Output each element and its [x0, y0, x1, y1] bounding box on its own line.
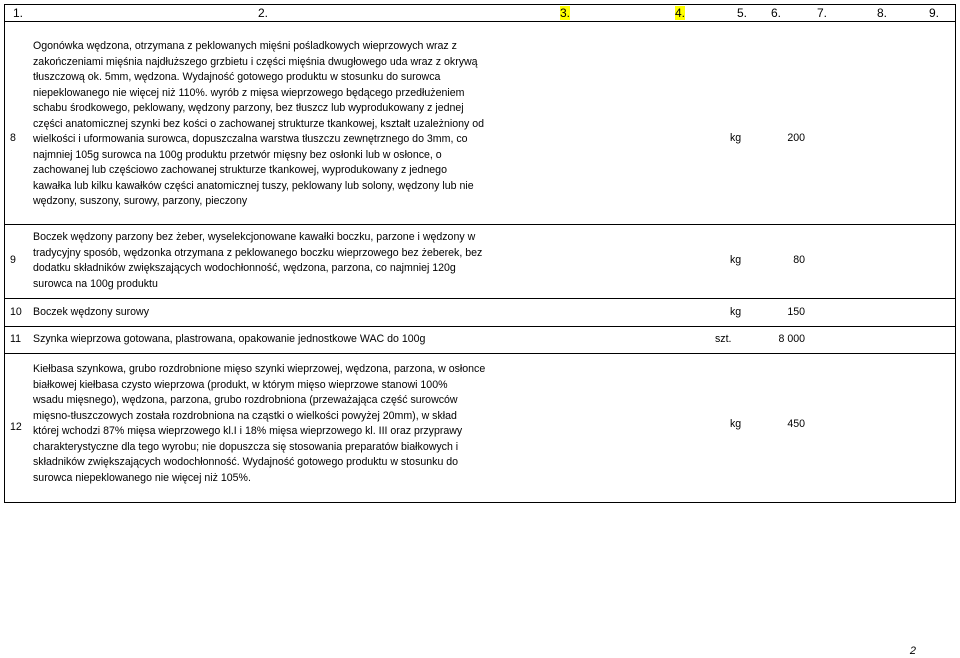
row-number: 8	[10, 132, 16, 144]
header-col-9: 9.	[929, 6, 940, 20]
header-col-1: 1.	[13, 6, 24, 20]
quantity: 80	[793, 254, 805, 266]
page-number: 2	[909, 645, 916, 657]
quantity: 150	[787, 306, 805, 318]
header-col-8: 8.	[877, 6, 888, 20]
table-row	[4, 354, 956, 503]
row-number: 9	[10, 254, 16, 266]
table-row	[4, 299, 956, 327]
product-description: Szynka wieprzowa gotowana, plastrowana, opakowanie jednostkowe WAC do 100g	[33, 333, 426, 345]
header-col-5: 5.	[737, 6, 748, 20]
product-description: Ogonówka wędzona, otrzymana z peklowanych mięśni pośladkowych wieprzowych wraz z zakończeniami mięśnia najdłuższego grzbietu i części mięśnia dwugłowego uda wraz z okrywą tłuszczową ok. 5mm, wędzona. Wydajność gotowego produktu w stosunku do surowca niepeklowanego nie więcej niż 110%. wyrób z mięsa wieprzowego będącego przedłużeniem schabu środkowego, peklowany, wędzony parzony, bez tłuszcz lub wyprodukowany z jednej części anatomicznej szynki bez kości o zachowanej strukturze tkankowej, kształt uzależniony od wielkości i uformowania surowca, dopuszczalna warstwa tłuszczu zewnętrznego do 3mm, co najmniej 105g surowca na 100g produktu przetwór mięsny bez osłonki lub w osłonce, o zachowanej lub częściowo zachowanej strukturze tkankowej, wyprodukowany z jednego kawałka lub kilku kawałków części anatomicznej tuszy, peklowany lub solony, wędzony lub nie wędzony, suszony, surowy, parzony, pieczony	[33, 40, 485, 207]
quantity: 200	[787, 132, 805, 144]
quantity: 8 000	[778, 333, 805, 345]
unit-of-measure: kg	[730, 132, 742, 144]
table-header-row	[4, 5, 956, 22]
row-number: 10	[10, 306, 22, 318]
unit-of-measure: kg	[730, 254, 742, 266]
quantity: 450	[787, 418, 805, 430]
header-col-4: 4.	[675, 6, 686, 20]
product-table	[4, 4, 956, 503]
product-description: Kiełbasa szynkowa, grubo rozdrobnione mięso szynki wieprzowej, wędzona, parzona, w osłonce białkowej kiełbasa czysto wieprzowa (produkt, w którym mięso wieprzowe stanowi 100% wsadu mięsnego), wędzona, parzona, grubo rozdrobniona (przeważająca część surowców mięsno-tłuszczowych została rozdrobniona na cząstki o wielkości powyżej 20mm), w skład której wchodzi 87% mięsa wieprzowego kl.I i 18% mięsa wieprzowego kl. III oraz przyprawy charakterystyczne dla tego wyrobu; nie dopuszcza się stosowania preparatów białkowych i składników zwiększających wodochłonność. Wydajność gotowego produktu w stosunku do surowca niepeklowanego nie więcej niż 105%.	[33, 363, 486, 484]
header-col-3: 3.	[560, 6, 571, 20]
header-col-2: 2.	[258, 6, 269, 20]
product-description: Boczek wędzony parzony bez żeber, wyselekcjonowane kawałki boczku, parzone i wędzony w tradycyjny sposób, wędzonka otrzymana z peklowanego boczku wieprzowego bez żeberek, bez dodatku składników zwiększających wodochłonność, wędzona, parzona, co najmniej 120g surowca na 100g produktu	[33, 231, 483, 290]
unit-of-measure: kg	[730, 418, 742, 430]
header-col-7: 7.	[817, 6, 828, 20]
row-number: 11	[10, 333, 21, 345]
table-row	[4, 225, 956, 299]
unit-of-measure: kg	[730, 306, 742, 318]
table-row	[4, 327, 956, 354]
unit-of-measure: szt.	[715, 333, 732, 345]
product-description: Boczek wędzony surowy	[33, 306, 149, 318]
table-row	[4, 22, 956, 225]
row-number: 12	[10, 421, 22, 433]
header-col-6: 6.	[771, 6, 782, 20]
